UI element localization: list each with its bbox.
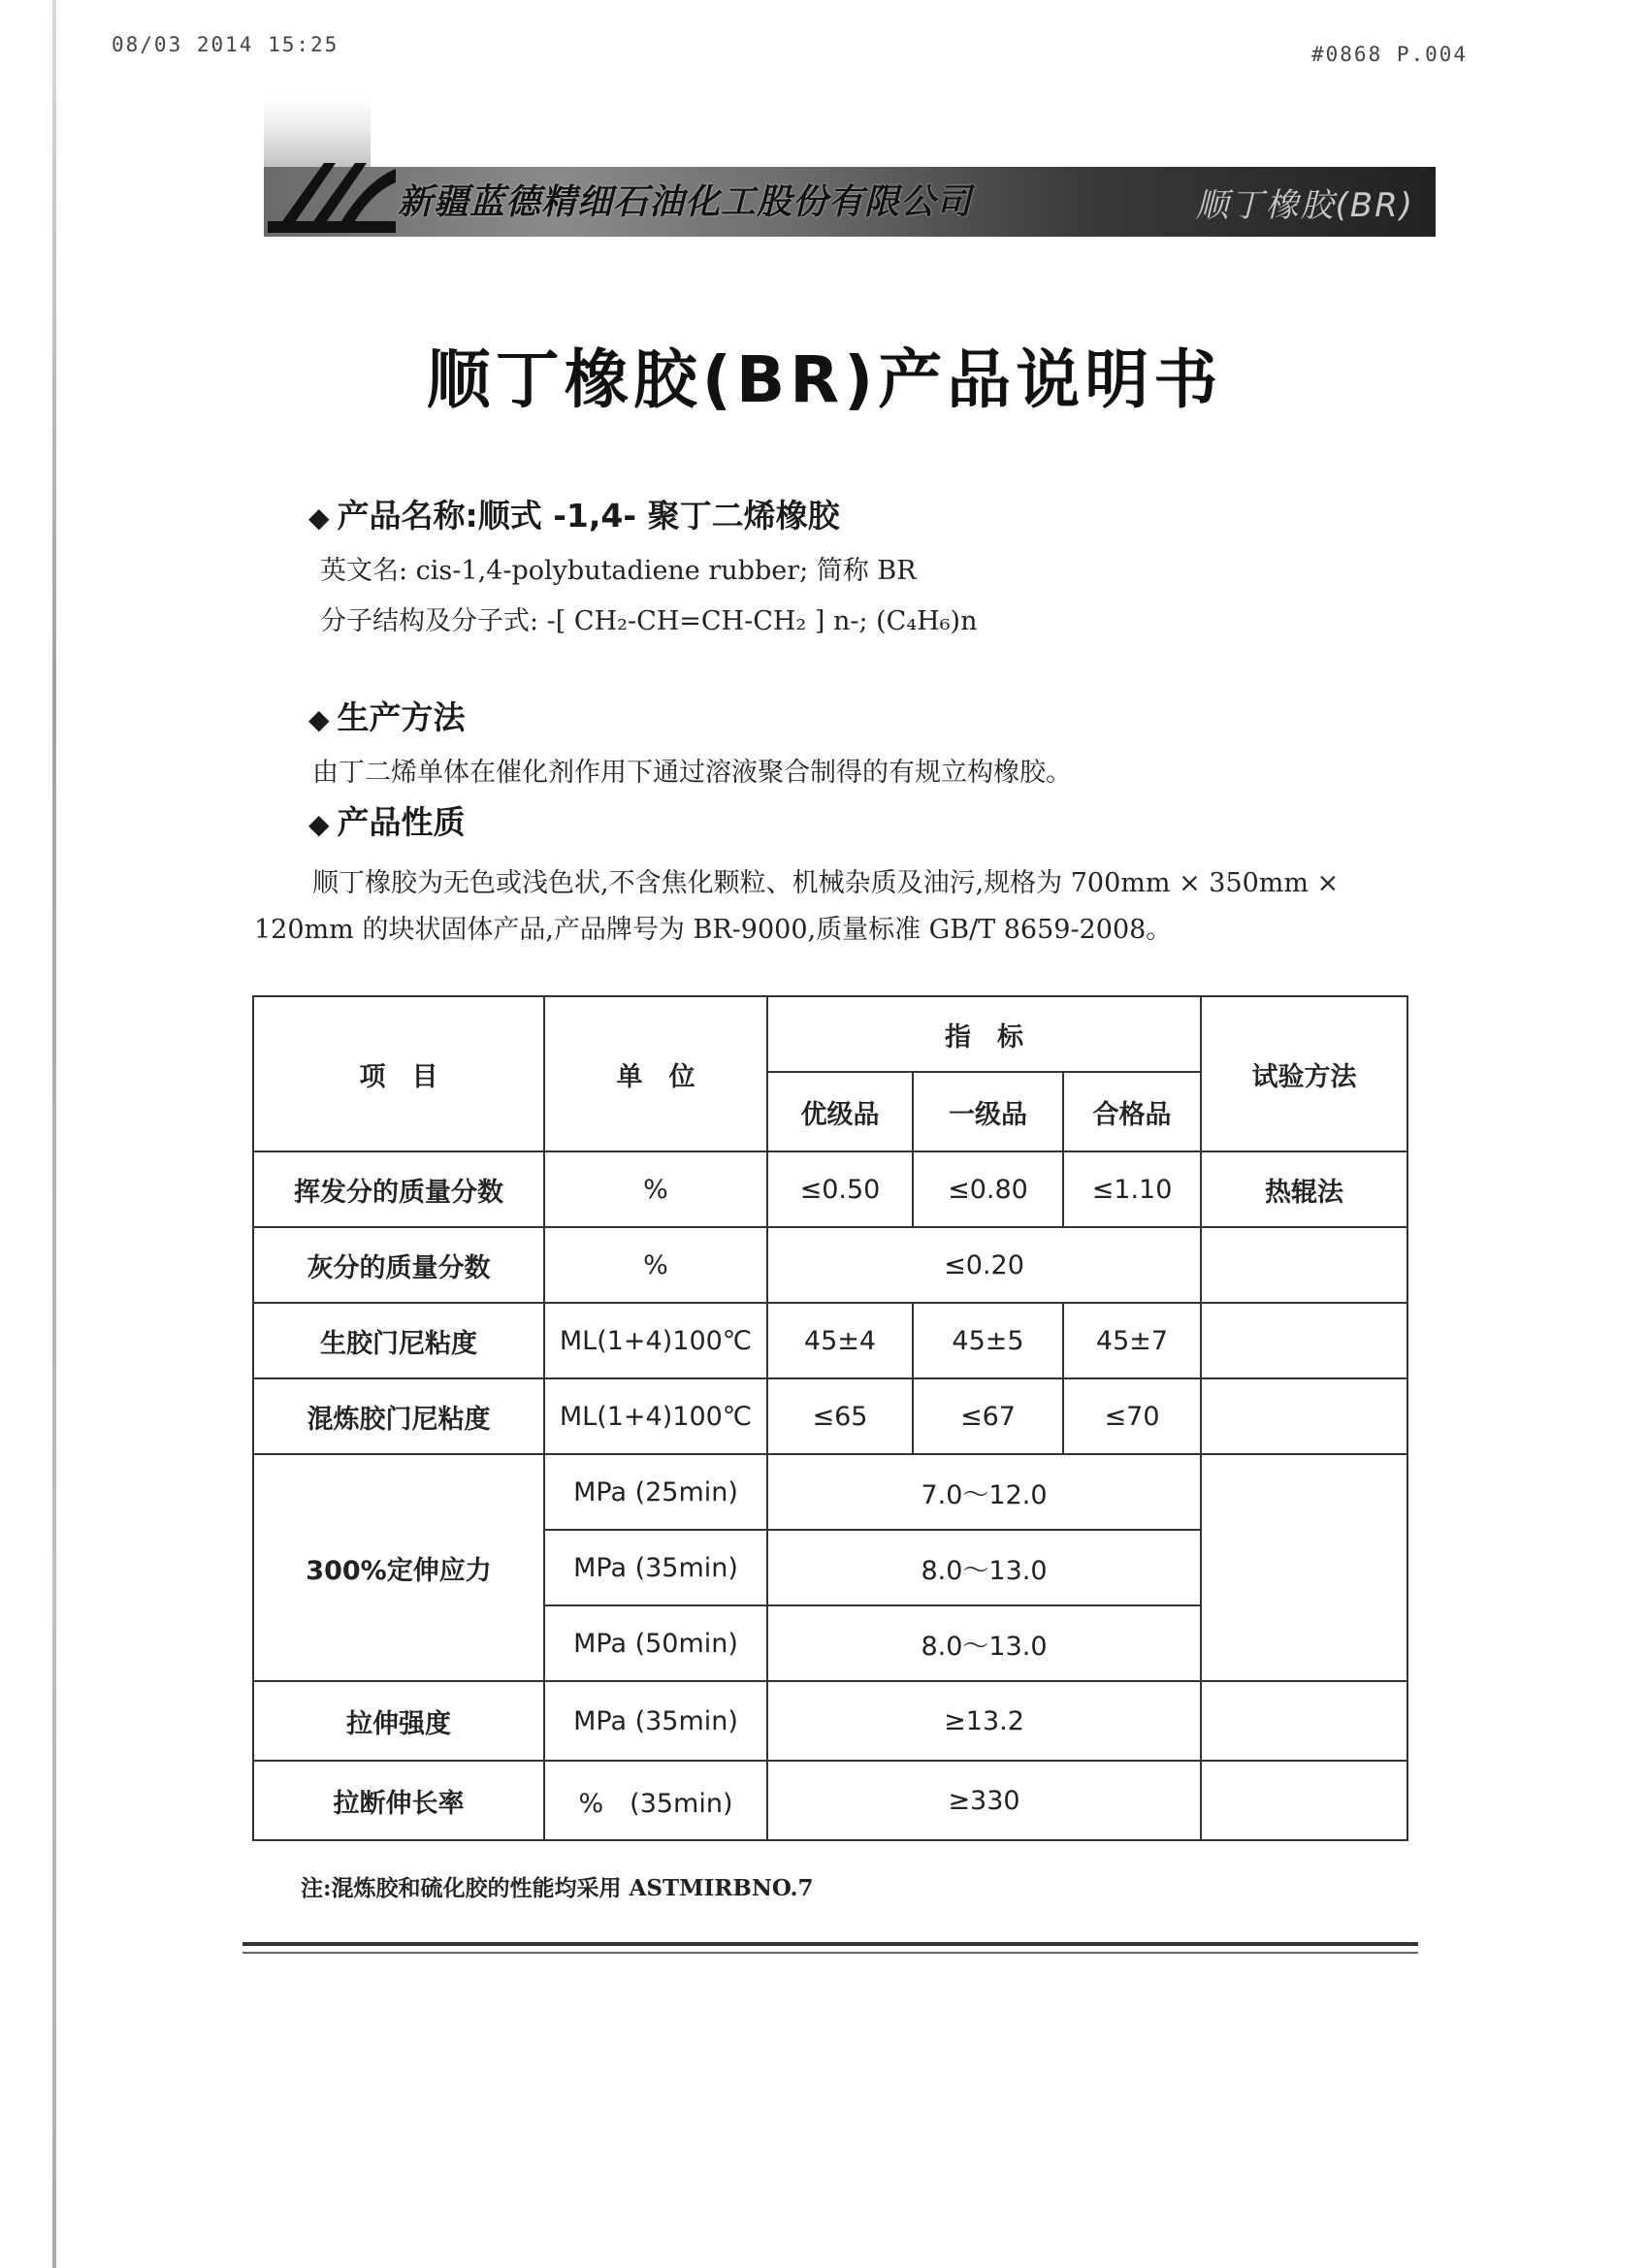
diamond-bullet-icon: ◆ (308, 703, 330, 735)
section-production-heading: ◆ 生产方法 (308, 698, 466, 736)
document-title: 顺丁橡胶(BR)产品说明书 (426, 342, 1223, 417)
row-value: ≤0.50 (767, 1151, 913, 1227)
row-value-merged: ≥13.2 (767, 1681, 1201, 1761)
row-item: 拉断伸长率 (253, 1761, 544, 1840)
row-unit: % (35min) (544, 1761, 767, 1840)
production-text: 由丁二烯单体在催化剂作用下通过溶液聚合制得的有规立构橡胶。 (312, 758, 1072, 788)
company-logo-icon (268, 124, 396, 239)
table-note: 注:混炼胶和硫化胶的性能均采用 ASTMIRBNO.7 (301, 1875, 814, 1901)
diamond-bullet-icon: ◆ (308, 502, 330, 534)
row-value: 45±5 (913, 1303, 1063, 1378)
row-unit: % (544, 1151, 767, 1227)
row-value-merged: 7.0～12.0 (767, 1454, 1201, 1530)
formula-line: 分子结构及分子式: -[ CH₂-CH=CH-CH₂ ] n-; (C₄H₆)n (320, 606, 978, 636)
row-value: 45±7 (1063, 1303, 1201, 1378)
row-value: ≤65 (767, 1378, 913, 1454)
footer-rule (242, 1942, 1418, 1946)
company-banner (264, 97, 1436, 243)
row-item: 挥发分的质量分数 (253, 1151, 544, 1227)
row-method (1201, 1454, 1407, 1681)
row-item: 灰分的质量分数 (253, 1227, 544, 1303)
row-unit: % (544, 1227, 767, 1303)
row-value-merged: ≤0.20 (767, 1227, 1201, 1303)
spec-table (252, 995, 1408, 1841)
header-unit: 单 位 (544, 996, 767, 1151)
table-row (253, 1303, 1407, 1378)
fax-timestamp: 08/03 2014 15:25 (112, 33, 340, 56)
company-name: 新疆蓝德精细石油化工股份有限公司 (398, 182, 973, 222)
section-properties-heading: ◆ 产品性质 (308, 803, 466, 841)
header-grade-premium: 优级品 (767, 1072, 913, 1151)
table-row (253, 1454, 1407, 1530)
row-method (1201, 1303, 1407, 1378)
row-value: ≤67 (913, 1378, 1063, 1454)
row-value: ≤70 (1063, 1378, 1201, 1454)
header-grade-qualified: 合格品 (1063, 1072, 1201, 1151)
header-grade-first: 一级品 (913, 1072, 1063, 1151)
diamond-bullet-icon: ◆ (308, 808, 330, 840)
header-method: 试验方法 (1201, 996, 1407, 1151)
table-row (253, 1681, 1407, 1761)
row-unit: MPa (35min) (544, 1530, 767, 1605)
table-row (253, 1227, 1407, 1303)
header-index: 指 标 (767, 996, 1201, 1072)
row-value: 45±4 (767, 1303, 913, 1378)
section-product-name-heading: ◆ 产品名称:顺式 -1,4- 聚丁二烯橡胶 (308, 497, 840, 535)
row-method (1201, 1227, 1407, 1303)
row-unit: ML(1+4)100℃ (544, 1303, 767, 1378)
row-unit: MPa (35min) (544, 1681, 767, 1761)
properties-text-line1: 顺丁橡胶为无色或浅色状,不含焦化颗粒、机械杂质及油污,规格为 700mm × 350mm × (312, 868, 1340, 898)
footer-rule-thin (242, 1952, 1418, 1954)
table-row (253, 1151, 1407, 1227)
row-method (1201, 1761, 1407, 1840)
row-item: 300%定伸应力 (253, 1454, 544, 1681)
row-value-merged: 8.0～13.0 (767, 1530, 1201, 1605)
row-item: 混炼胶门尼粘度 (253, 1378, 544, 1454)
row-item: 拉伸强度 (253, 1681, 544, 1761)
row-value-merged: ≥330 (767, 1761, 1201, 1840)
row-method: 热辊法 (1201, 1151, 1407, 1227)
row-value: ≤0.80 (913, 1151, 1063, 1227)
row-method (1201, 1681, 1407, 1761)
fax-page-ref: #0868 P.004 (1311, 43, 1469, 66)
english-name-line: 英文名: cis-1,4-polybutadiene rubber; 简称 BR (320, 556, 917, 586)
table-row (253, 1378, 1407, 1454)
row-method (1201, 1378, 1407, 1454)
row-unit: MPa (50min) (544, 1605, 767, 1681)
row-value-merged: 8.0～13.0 (767, 1605, 1201, 1681)
row-unit: MPa (25min) (544, 1454, 767, 1530)
row-value: ≤1.10 (1063, 1151, 1201, 1227)
row-item: 生胶门尼粘度 (253, 1303, 544, 1378)
banner-product-tag: 顺丁橡胶(BR) (1195, 186, 1414, 225)
properties-text-line2: 120mm 的块状固体产品,产品牌号为 BR-9000,质量标准 GB/T 8659-2008。 (254, 915, 1173, 945)
header-item: 项 目 (253, 996, 544, 1151)
table-row (253, 1761, 1407, 1840)
row-unit: ML(1+4)100℃ (544, 1378, 767, 1454)
